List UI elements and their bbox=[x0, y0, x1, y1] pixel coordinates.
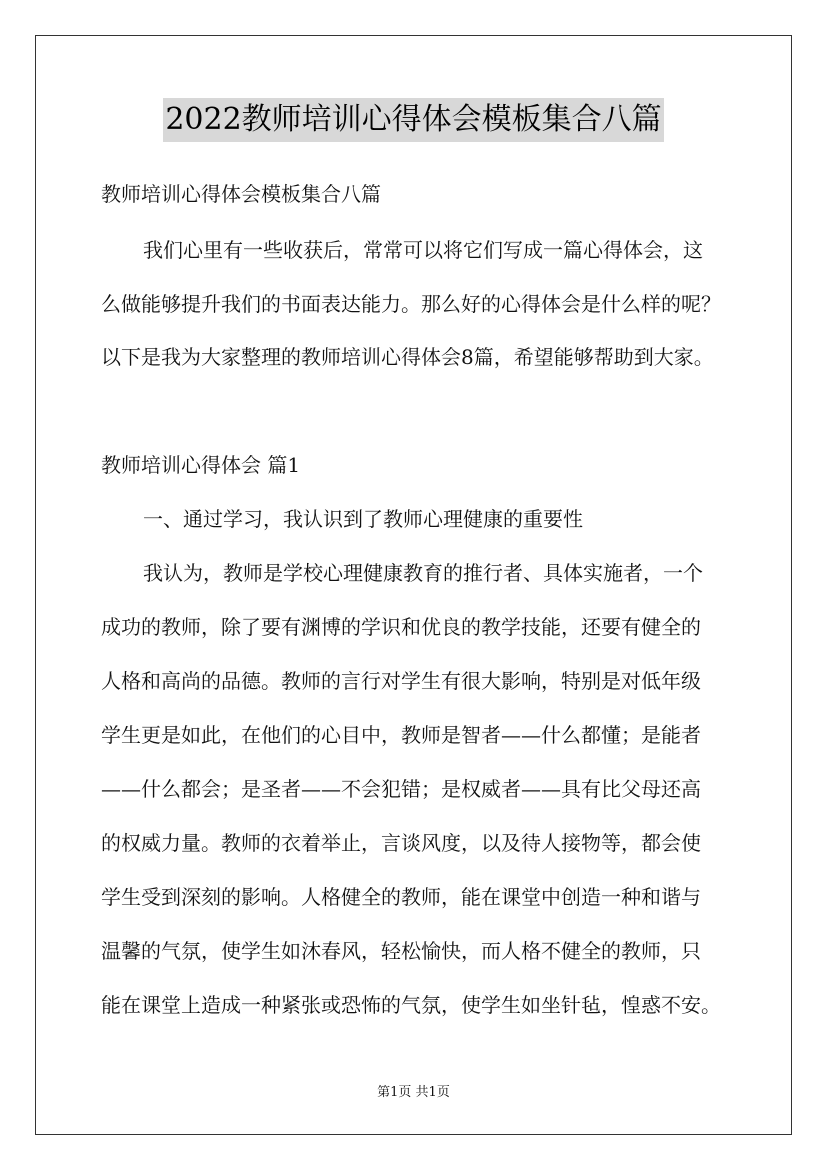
page-footer: 第1页 共1页 bbox=[377, 1085, 450, 1100]
section-heading: 教师培训心得体会 篇1 bbox=[101, 453, 301, 477]
intro-line-1: 我们心里有一些收获后，常常可以将它们写成一篇心得体会，这 bbox=[143, 238, 703, 262]
body-line-6: 的权威力量。教师的衣着举止，言谈风度，以及待人接物等，都会使 bbox=[101, 831, 701, 855]
body-line-9: 能在课堂上造成一种紧张或恐怖的气氛，使学生如坐针毡，惶惑不安。 bbox=[101, 993, 721, 1017]
body-line-5: ——什么都会；是圣者——不会犯错；是权威者——具有比父母还高 bbox=[101, 777, 701, 801]
body-line-2: 成功的教师，除了要有渊博的学识和优良的教学技能，还要有健全的 bbox=[101, 615, 701, 639]
document-subtitle: 教师培训心得体会模板集合八篇 bbox=[101, 182, 381, 206]
body-line-3: 人格和高尚的品德。教师的言行对学生有很大影响，特别是对低年级 bbox=[101, 669, 701, 693]
intro-line-2: 么做能够提升我们的书面表达能力。那么好的心得体会是什么样的呢？ bbox=[101, 292, 721, 316]
point-heading: 一、通过学习，我认识到了教师心理健康的重要性 bbox=[143, 507, 583, 531]
body-line-1: 我认为，教师是学校心理健康教育的推行者、具体实施者，一个 bbox=[143, 561, 703, 585]
intro-line-3: 以下是我为大家整理的教师培训心得体会8篇，希望能够帮助到大家。 bbox=[101, 345, 714, 369]
body-line-7: 学生受到深刻的影响。人格健全的教师，能在课堂中创造一种和谐与 bbox=[101, 885, 701, 909]
body-line-8: 温馨的气氛，使学生如沐春风，轻松愉快，而人格不健全的教师，只 bbox=[101, 939, 701, 963]
title-container bbox=[0, 98, 827, 142]
document-title: 2022教师培训心得体会模板集合八篇 bbox=[163, 98, 663, 142]
body-line-4: 学生更是如此，在他们的心目中，教师是智者——什么都懂；是能者 bbox=[101, 723, 701, 747]
